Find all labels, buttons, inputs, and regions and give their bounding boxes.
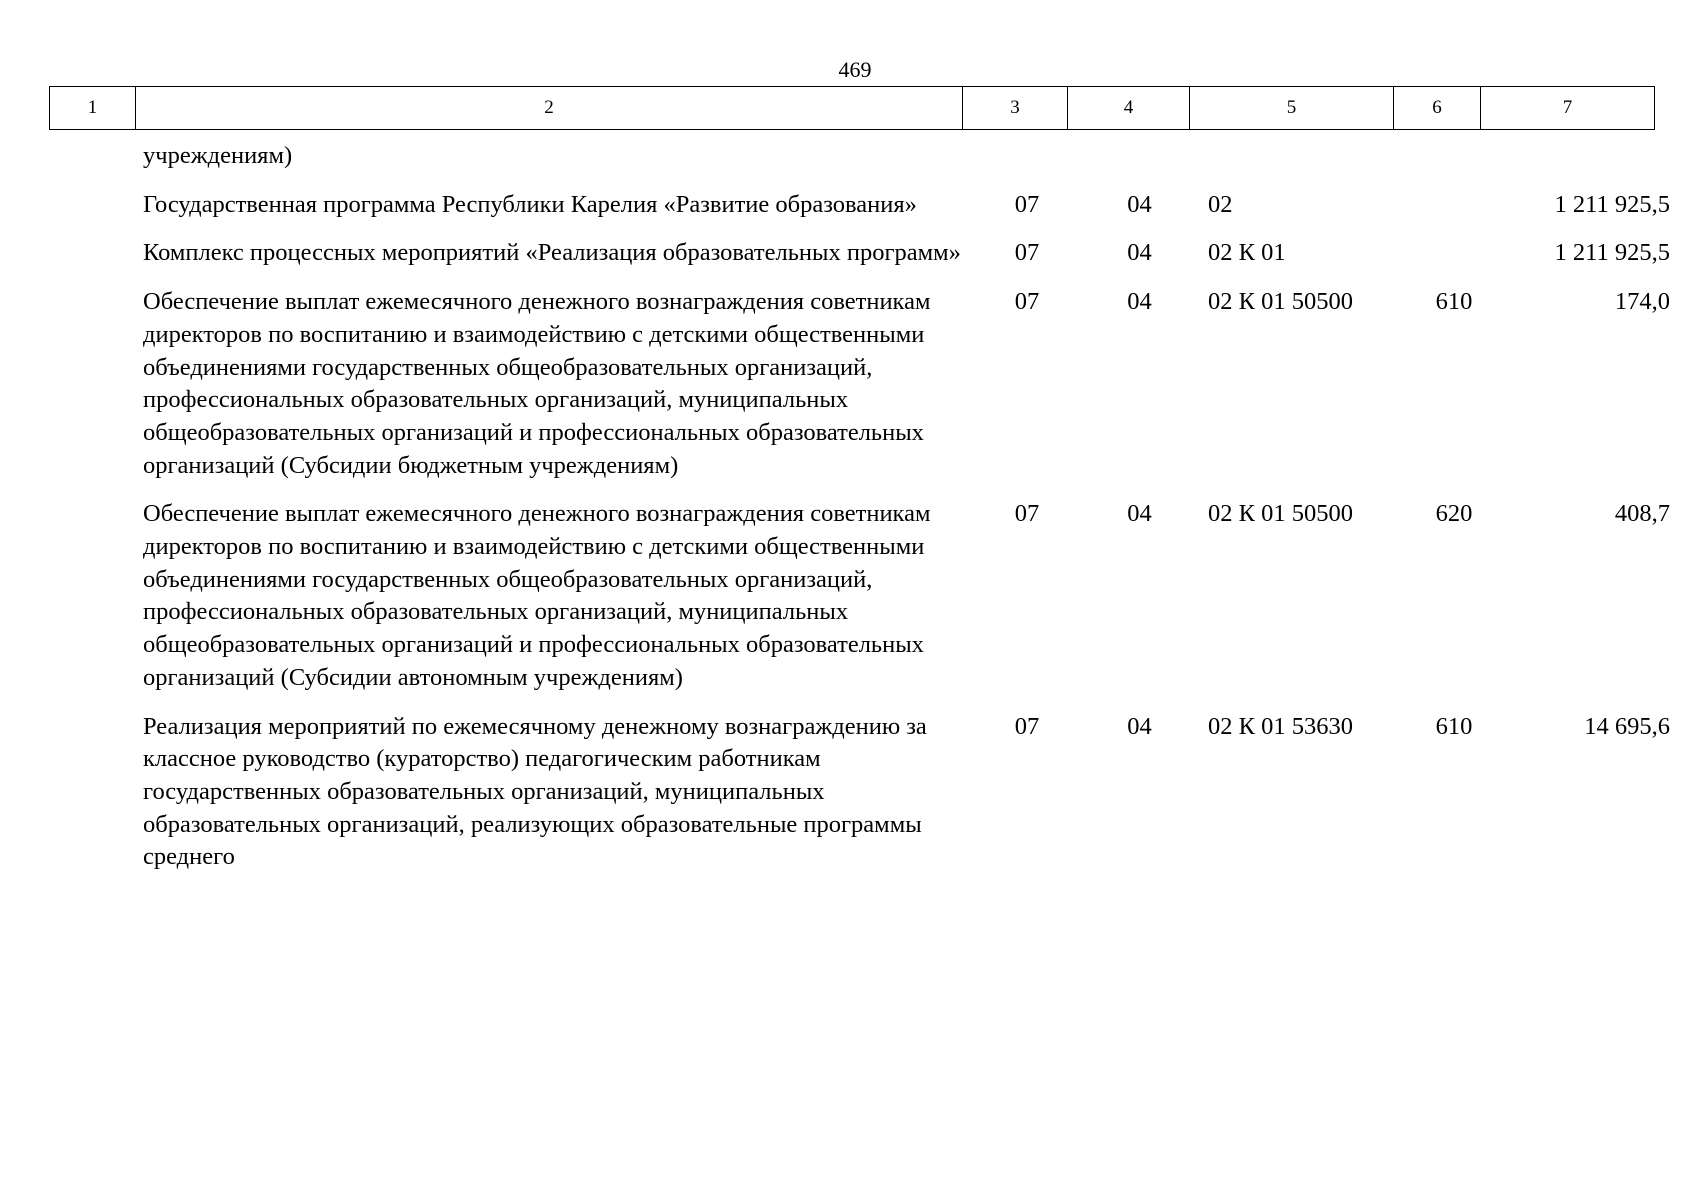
row-target-code: 02 К 01 53630 bbox=[1208, 712, 1353, 740]
row-section bbox=[975, 140, 1079, 189]
table-row bbox=[49, 140, 1678, 189]
row-name: Комплекс процессных мероприятий «Реализация образовательных программ» bbox=[143, 239, 961, 267]
row-sum: 1 211 925,5 bbox=[1554, 190, 1670, 218]
row-expense-type: 620 bbox=[1435, 500, 1473, 528]
row-section: 07 bbox=[1014, 712, 1040, 740]
row-section: 07 bbox=[1014, 190, 1040, 218]
row-name: Обеспечение выплат ежемесячного денежного вознаграждения советникам директоров по воспитанию и взаимодействию с детскими общественными объединениями государственных общеобразовательных организаций, профессиональных образовательных организаций, муниципальных общеобразовательных организаций и профессиональных образовательных организаций (Субсидии автономным учреждениям) bbox=[143, 500, 931, 691]
table-row bbox=[49, 498, 1678, 710]
header-col-2: 2 bbox=[136, 87, 963, 130]
header-col-7: 7 bbox=[1481, 87, 1655, 130]
row-expense-type: 610 bbox=[1435, 712, 1473, 740]
row-sum: 174,0 bbox=[1614, 288, 1670, 316]
row-subsection: 04 bbox=[1127, 190, 1152, 218]
row-sum bbox=[1497, 140, 1678, 189]
row-name: Государственная программа Республики Карелия «Развитие образования» bbox=[143, 190, 917, 218]
row-target-code: 02 К 01 bbox=[1208, 239, 1286, 267]
row-subsection bbox=[1079, 140, 1200, 189]
page-number: 469 bbox=[838, 57, 872, 82]
row-expense-type bbox=[1411, 140, 1497, 189]
header-col-5: 5 bbox=[1190, 87, 1394, 130]
table-row bbox=[49, 237, 1678, 286]
header-col-3: 3 bbox=[963, 87, 1068, 130]
row-target-code: 02 К 01 50500 bbox=[1208, 288, 1353, 316]
budget-table bbox=[49, 140, 1678, 890]
row-name: Обеспечение выплат ежемесячного денежного вознаграждения советникам директоров по воспитанию и взаимодействию с детскими общественными объединениями государственных общеобразовательных организаций, профессиональных образовательных организаций, муниципальных общеобразовательных организаций и профессиональных образовательных организаций (Субсидии бюджетным учреждениям) bbox=[143, 288, 931, 479]
row-subsection: 04 bbox=[1127, 239, 1152, 267]
row-section: 07 bbox=[1014, 500, 1040, 528]
table-row bbox=[49, 286, 1678, 498]
table-header bbox=[49, 86, 1655, 130]
header-col-6: 6 bbox=[1394, 87, 1481, 130]
header-row bbox=[50, 87, 1655, 130]
cell-blank bbox=[49, 286, 134, 498]
cell-blank bbox=[49, 498, 134, 710]
row-subsection: 04 bbox=[1127, 500, 1152, 528]
row-target-code: 02 К 01 50500 bbox=[1208, 500, 1353, 528]
table-row bbox=[49, 189, 1678, 238]
row-section: 07 bbox=[1014, 239, 1040, 267]
row-expense-type: 610 bbox=[1435, 288, 1473, 316]
header-col-4: 4 bbox=[1068, 87, 1190, 130]
cell-blank bbox=[49, 189, 134, 238]
row-target-code bbox=[1200, 140, 1411, 189]
row-subsection: 04 bbox=[1127, 712, 1152, 740]
cell-blank bbox=[49, 711, 134, 891]
row-name: Реализация мероприятий по ежемесячному денежному вознаграждению за классное руководство (кураторство) педагогическим работникам государственных образовательных организаций, муниципальных образовательных организаций, реализующих образовательные программы среднего bbox=[143, 712, 927, 871]
row-subsection: 04 bbox=[1127, 288, 1152, 316]
row-expense-type bbox=[1411, 237, 1497, 286]
row-sum: 14 695,6 bbox=[1584, 712, 1670, 740]
row-expense-type bbox=[1411, 189, 1497, 238]
row-section: 07 bbox=[1014, 288, 1040, 316]
cell-blank bbox=[49, 237, 134, 286]
header-col-1: 1 bbox=[50, 87, 136, 130]
row-target-code: 02 bbox=[1208, 190, 1233, 218]
table-row bbox=[49, 711, 1678, 891]
row-sum: 408,7 bbox=[1614, 500, 1670, 528]
row-name: учреждениям) bbox=[143, 142, 293, 169]
row-sum: 1 211 925,5 bbox=[1554, 239, 1670, 267]
cell-blank bbox=[49, 140, 134, 189]
